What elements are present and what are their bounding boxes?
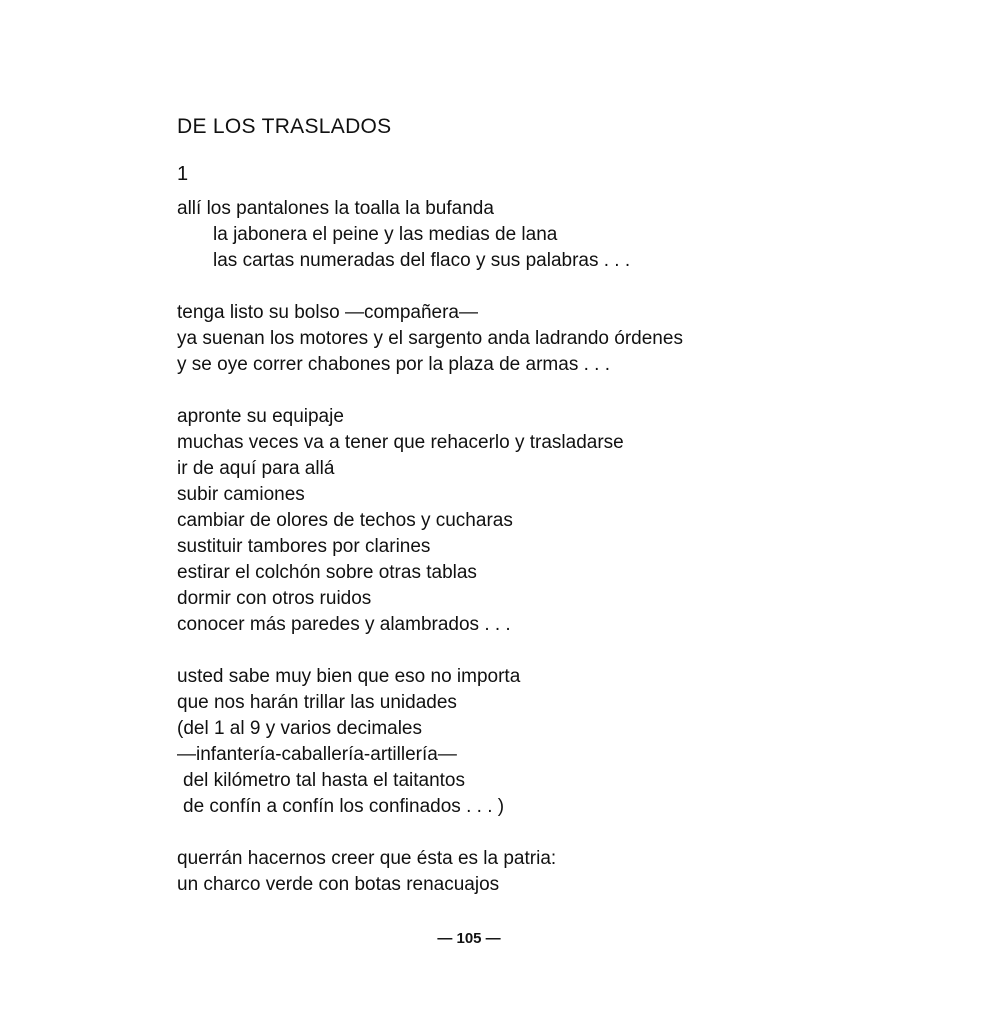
page-number: — 105 — <box>437 930 501 947</box>
poem-line: conocer más paredes y alambrados . . . <box>177 614 511 635</box>
poem-line: —infantería-caballería-artillería— <box>177 744 457 765</box>
poem-title: DE LOS TRASLADOS <box>177 115 392 138</box>
poem-line: estirar el colchón sobre otras tablas <box>177 562 477 583</box>
poem-line: la jabonera el peine y las medias de lana <box>213 224 558 245</box>
poem-line: (del 1 al 9 y varios decimales <box>177 718 422 739</box>
poem-line: sustituir tambores por clarines <box>177 536 431 557</box>
poem-line: apronte su equipaje <box>177 406 344 427</box>
poem-line: allí los pantalones la toalla la bufanda <box>177 198 494 219</box>
poem-line: ir de aquí para allá <box>177 458 335 479</box>
section-number: 1 <box>177 163 189 185</box>
poem-line: muchas veces va a tener que rehacerlo y trasladarse <box>177 432 624 453</box>
poem-line: que nos harán trillar las unidades <box>177 692 457 713</box>
poem-line: subir camiones <box>177 484 305 505</box>
poem-line: querrán hacernos creer que ésta es la patria: <box>177 848 557 869</box>
poem-line: cambiar de olores de techos y cucharas <box>177 510 513 531</box>
poem-line: usted sabe muy bien que eso no importa <box>177 666 521 687</box>
poem-line: un charco verde con botas renacuajos <box>177 874 500 895</box>
poem-line: tenga listo su bolso —compañera— <box>177 302 478 323</box>
poem-line: ya suenan los motores y el sargento anda ladrando órdenes <box>177 328 683 349</box>
poem-line: de confín a confín los confinados . . . ) <box>183 796 505 817</box>
poem-line: y se oye correr chabones por la plaza de armas . . . <box>177 354 610 375</box>
poem-line: del kilómetro tal hasta el taitantos <box>183 770 465 791</box>
poem-line: dormir con otros ruidos <box>177 588 372 609</box>
poem-line: las cartas numeradas del flaco y sus palabras . . . <box>213 250 631 271</box>
